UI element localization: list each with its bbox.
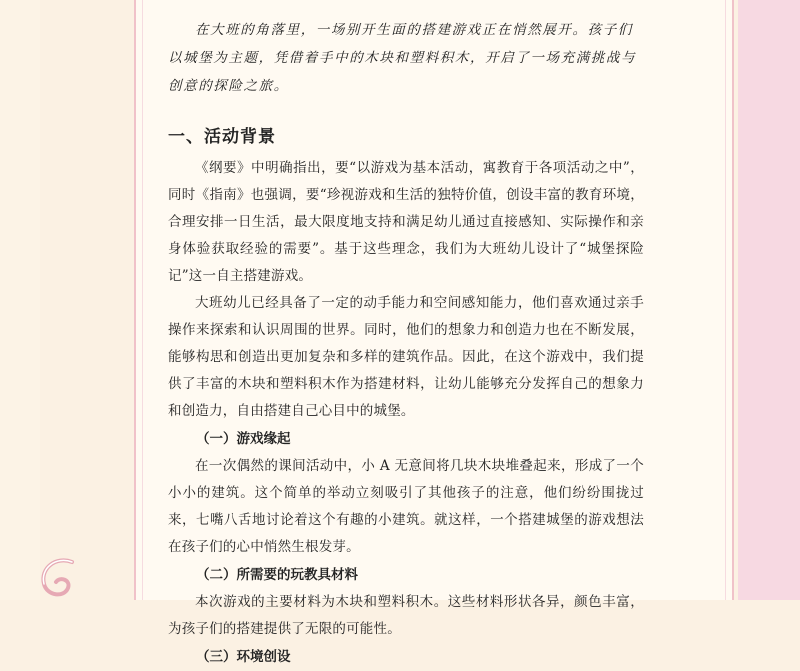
materials-paragraph: 本次游戏的主要材料为木块和塑料积木。这些材料形状各异，颜色丰富，为孩子们的搭建提供了无限的可能性。 xyxy=(168,594,644,637)
background-paragraph-2: 大班幼儿已经具备了一定的动手能力和空间感知能力，他们喜欢通过亲手操作来探索和认识周围的世界。同时，他们的想象力和创造力也在不断发展，能够构思和创造出更加复杂和多样的建筑作品。因此，在这个游戏中，我们提供了丰富的木块和塑料积木作为搭建材料，让幼儿能够充分发挥自己的想象力和创造力，自由搭建自己心目中的城堡。 xyxy=(168,295,644,419)
section-heading-background: 一、活动背景 xyxy=(168,127,276,147)
left-background xyxy=(0,0,40,600)
intro-paragraph: 在大班的角落里，一场别开生面的搭建游戏正在悄然展开。孩子们以城堡为主题，凭借着手中的木块和塑料积木，开启了一场充满挑战与创意的探险之旅。 xyxy=(168,22,637,94)
subheading-materials: （二）所需要的玩教具材料 xyxy=(196,567,358,583)
game-origin-paragraph: 在一次偶然的课间活动中，小 A 无意间将几块木块堆叠起来，形成了一个小小的建筑。这个简单的举动立刻吸引了其他孩子的注意，他们纷纷围拢过来，七嘴八舌地讨论着这个有趣的小建筑。就这样，一个搭建城堡的游戏想法在孩子们的心中悄然生根发芽。 xyxy=(168,458,644,555)
swirl-ornament-icon xyxy=(34,548,94,608)
right-pink-stripe xyxy=(738,0,800,600)
subheading-game-origin: （一）游戏缘起 xyxy=(196,431,291,447)
subheading-environment: （三）环境创设 xyxy=(196,649,291,665)
background-paragraph-1: 《纲要》中明确指出，要“以游戏为基本活动，寓教育于各项活动之中”，同时《指南》也强调，要“珍视游戏和生活的独特价值，创设丰富的教育环境，合理安排一日生活，最大限度地支持和满足幼儿通过直接感知、实际操作和亲身体验获取经验的需要”。基于这些理念，我们为大班幼儿设计了“城堡探险记”这一自主搭建游戏。 xyxy=(168,160,644,284)
document-content xyxy=(168,16,644,671)
